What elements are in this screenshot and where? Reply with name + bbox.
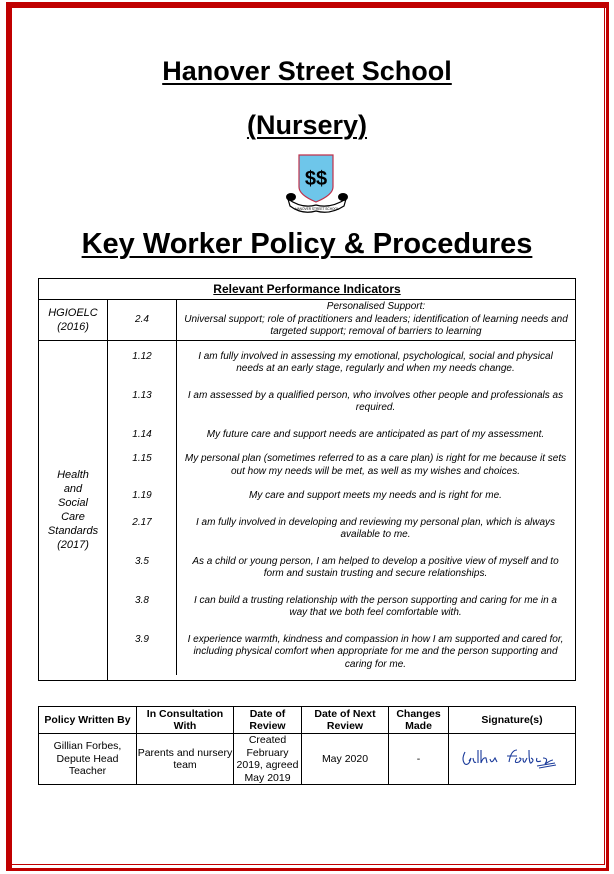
standard-code: 1.12 [132, 350, 152, 362]
performance-indicators-table [38, 278, 576, 681]
hsc-standard-row [108, 390, 575, 415]
standard-text: I experience warmth, kindness and compassion in how I am supported and cared for, including physical comfort when appropriate for me and the person supporting and caring for me. [187, 633, 564, 670]
changes-cell: - [389, 734, 449, 785]
standard-code: 3.9 [135, 633, 149, 645]
policy-title-text: Key Worker Policy & Procedures [81, 228, 533, 260]
standard-code: 1.15 [132, 453, 152, 464]
column-divider [176, 341, 177, 676]
pi-table-header [39, 279, 576, 300]
pi-header-text: Relevant Performance Indicators [213, 282, 401, 296]
framework-name-line: Care [61, 511, 85, 523]
framework-name-line: and [63, 483, 83, 495]
framework-name [39, 468, 107, 552]
date-of-review-cell: Created February 2019, agreed May 2019 [234, 734, 302, 785]
standard-code: 1.13 [132, 389, 152, 401]
col-header-consultation: In Consultation With [137, 707, 234, 734]
standard-code: 2.17 [132, 516, 152, 528]
col-header-written-by: Policy Written By [39, 707, 137, 734]
school-name-text: Hanover Street School [162, 56, 452, 86]
svg-text:$$: $$ [304, 168, 328, 190]
framework-name-line: Social [58, 497, 88, 509]
framework-name: HGIOELC [48, 306, 98, 319]
standard-text: As a child or young person, I am helped to develop a positive view of myself and to form and sustain trusting and secure relationships. [192, 555, 559, 579]
hsc-standards-list [108, 341, 575, 676]
standard-text: My future care and support needs are anticipated as part of my assessment. [206, 428, 545, 440]
subtitle [0, 110, 614, 141]
standard-code: 1.14 [132, 428, 152, 440]
indicator-description: Universal support; role of practitioners and leaders; identification of learning needs and targeted support; removal of barriers to learning [184, 313, 568, 337]
hsc-standard-row [108, 517, 575, 542]
framework-name-line: Standards [47, 525, 99, 537]
written-by-cell: Gillian Forbes, Depute Head Teacher [39, 734, 137, 785]
hsc-standard-row [108, 556, 575, 581]
policy-title [0, 228, 614, 261]
standard-code: 1.19 [132, 490, 152, 501]
consultation-cell: Parents and nursery team [137, 734, 234, 785]
standard-text: My care and support meets my needs and is right for me. [249, 490, 502, 501]
handwritten-signature [457, 744, 567, 770]
standard-text: I am assessed by a qualified person, who involves other people and professionals as required. [187, 389, 564, 413]
subtitle-text: (Nursery) [246, 110, 368, 140]
hsc-standard-row [108, 429, 575, 442]
indicator-title: Personalised Support: [326, 301, 426, 312]
standard-code: 3.8 [135, 594, 149, 606]
indicator-code: 2.4 [108, 300, 177, 341]
hsc-standard-row [108, 595, 575, 620]
signature-cell [449, 734, 576, 785]
standard-text: My personal plan (sometimes referred to as a care plan) is right for me because it sets out how my needs will be met, as well as my wishes and choices. [184, 453, 567, 477]
col-header-signatures: Signature(s) [449, 707, 576, 734]
table-row [39, 300, 576, 341]
school-crest-icon [282, 153, 352, 215]
framework-cell [39, 300, 108, 341]
col-header-next-review: Date of Next Review [302, 707, 389, 734]
hsc-items-cell [108, 340, 576, 680]
standard-text: I am fully involved in assessing my emotional, psychological, social and physical needs at an early stage, regularly and when my needs change. [198, 350, 553, 374]
table-row [39, 340, 576, 680]
hsc-standard-row [108, 490, 575, 503]
indicator-text-cell [177, 300, 576, 341]
hsc-standard-row [108, 634, 575, 672]
next-review-cell: May 2020 [302, 734, 389, 785]
hsc-standard-row [108, 351, 575, 376]
framework-name-line: (2017) [57, 539, 89, 551]
col-header-date-of-review: Date of Review [234, 707, 302, 734]
table-row [39, 734, 576, 785]
framework-cell [39, 340, 108, 680]
standard-code: 3.5 [135, 555, 149, 567]
hsc-standard-row [108, 453, 575, 478]
crest-motto: HANOVER STREET SCHOOL [295, 207, 339, 211]
standard-text: I can build a trusting relationship with the person supporting and caring for me in a way that we both feel comfortable with. [194, 594, 557, 618]
standard-text: I am fully involved in developing and reviewing my personal plan, which is always available to me. [195, 516, 556, 540]
col-header-changes: Changes Made [389, 707, 449, 734]
school-name [0, 56, 614, 87]
policy-review-table [38, 706, 576, 785]
framework-name-line: Health [57, 469, 89, 481]
framework-year: (2016) [57, 320, 89, 333]
